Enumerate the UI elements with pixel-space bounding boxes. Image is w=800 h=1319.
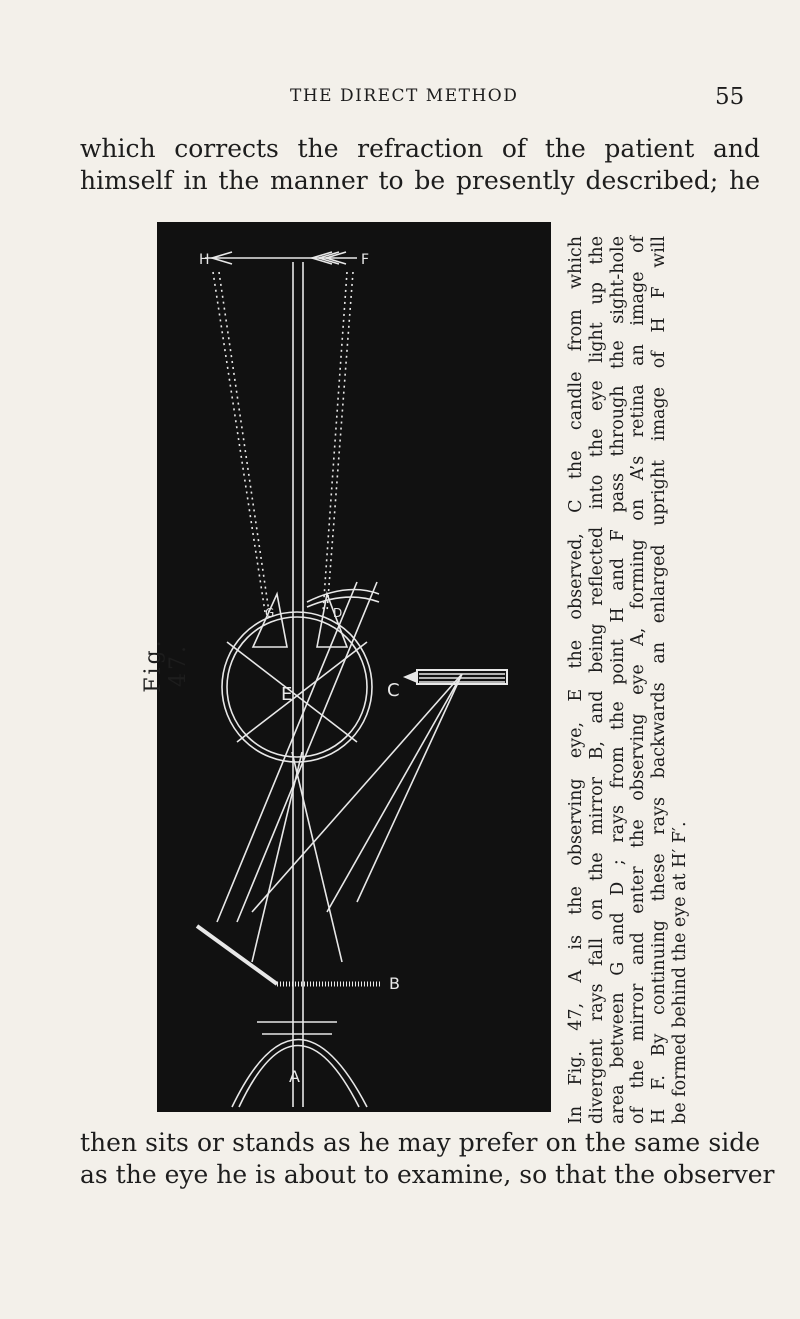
caption-line-6: be formed behind the eye at H′ F′.	[669, 821, 690, 1124]
running-head: THE DIRECT METHOD	[290, 86, 519, 106]
body-line-2: himself in the manner to be presently described; he	[80, 166, 760, 195]
caption-line-3: area between G and D ; rays from the point H and F pass through the sight-hole	[607, 236, 628, 1124]
caption-line-4: of the mirror and enter the observing eye A, forming on A’s retina an image of	[628, 236, 649, 1124]
body-line-4: as the eye he is about to examine, so that the observer	[80, 1160, 775, 1189]
figure-drawing	[157, 222, 551, 1112]
caption-line-2: divergent rays fall on the mirror B, and being reflected into the eye light up the	[586, 236, 607, 1124]
label-h: H	[199, 252, 210, 268]
label-d: D	[333, 606, 343, 620]
label-e: E	[281, 684, 293, 705]
figure-caption	[566, 236, 691, 1124]
label-g: G	[265, 606, 275, 620]
label-f: F	[361, 252, 370, 268]
page-number: 55	[715, 84, 745, 110]
body-line-3: then sits or stands as he may prefer on the same side	[80, 1128, 760, 1157]
label-b: B	[389, 974, 400, 993]
ophthalmoscope-figure	[157, 222, 551, 1112]
label-a: A	[289, 1067, 300, 1086]
figure-label: Fig. 47.	[141, 637, 191, 693]
page-header	[0, 84, 800, 114]
caption-line-1: In Fig. 47, A is the observing eye, E the observed, C the candle from which	[566, 236, 586, 1124]
body-line-1: which corrects the refraction of the patient and	[80, 134, 760, 163]
label-c: C	[387, 680, 400, 701]
caption-line-5: H F. By continuing these rays backwards an enlarged upright image of H F will	[649, 236, 670, 1124]
